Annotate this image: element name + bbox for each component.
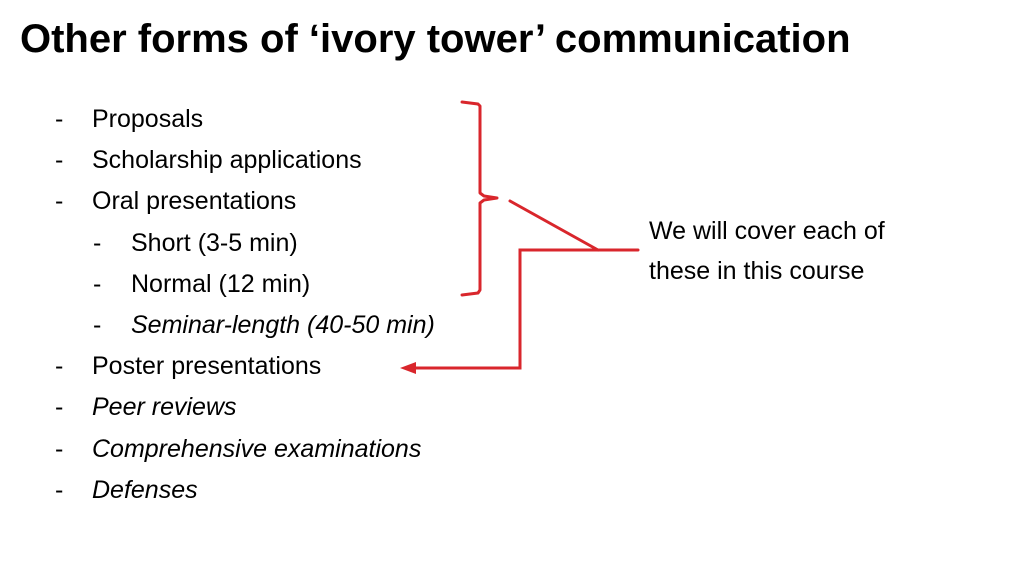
bullet-dash: -	[93, 228, 102, 257]
bullet-dash: -	[55, 187, 64, 216]
bullet-dash: -	[55, 393, 64, 422]
list-item-text: Comprehensive examinations	[92, 434, 422, 463]
bullet-dash: -	[55, 146, 64, 175]
bullet-dash: -	[55, 475, 64, 504]
list-item-text: Normal (12 min)	[131, 269, 311, 298]
list-item-text: Poster presentations	[92, 352, 322, 381]
bullet-dash: -	[55, 105, 64, 133]
list-item-text: Oral presentations	[92, 187, 297, 216]
bullet-list	[0, 99, 560, 519]
list-item-text: Short (3-5 min)	[131, 228, 298, 257]
bullet-dash: -	[93, 311, 102, 339]
bullet-dash: -	[55, 434, 64, 463]
annotation-line-2: these in this course	[649, 257, 865, 285]
bullet-dash: -	[55, 352, 64, 381]
list-item-text: Proposals	[92, 105, 204, 133]
list-item-text: Scholarship applications	[92, 146, 362, 175]
list-item-text: Defenses	[92, 475, 198, 504]
list-item-text: Seminar-length (40-50 min)	[131, 311, 435, 339]
bullet-dash: -	[93, 269, 102, 298]
list-item-text: Peer reviews	[92, 393, 237, 422]
slide-title: Other forms of ‘ivory tower’ communication	[20, 17, 851, 61]
annotation-text	[649, 211, 1009, 291]
annotation-line-1: We will cover each of	[649, 217, 885, 245]
